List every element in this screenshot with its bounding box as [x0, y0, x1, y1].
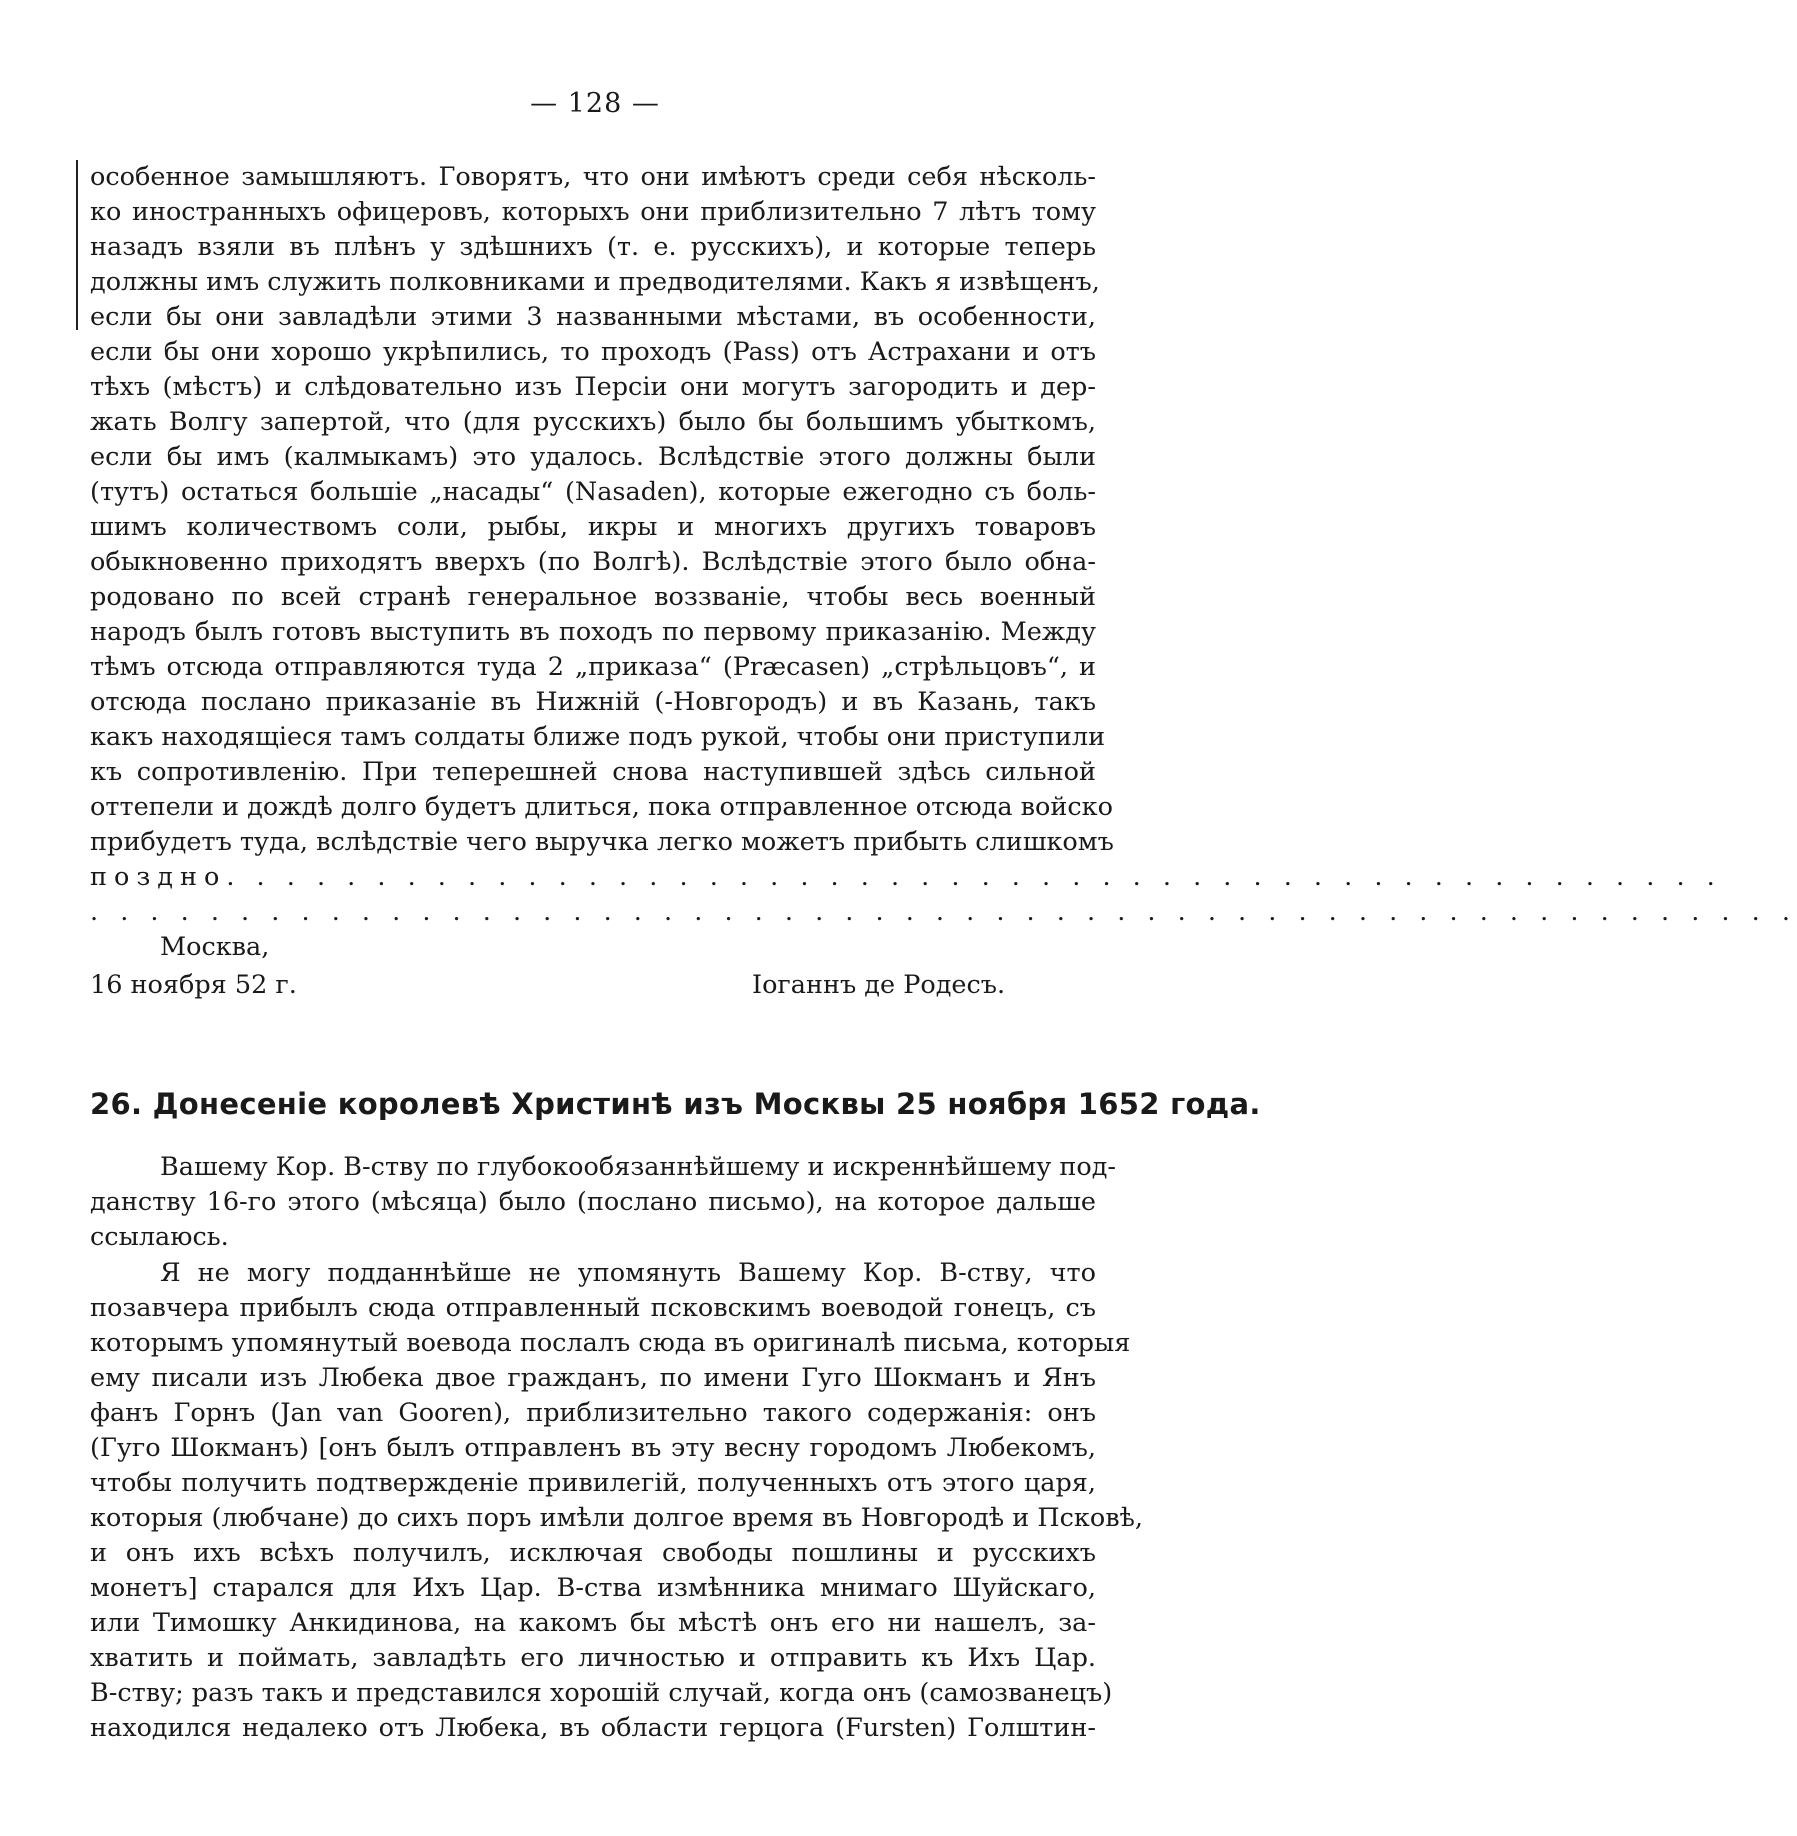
text-line: (тутъ) остаться большіе „насады“ (Nasaden), которые ежегодно съ боль- — [90, 477, 1096, 507]
letter-2-paragraph-1 — [90, 1150, 1117, 1255]
text-line: монетъ] старался для Ихъ Цар. В-ства измѣнника мнимаго Шуйскаго, — [90, 1573, 1096, 1603]
text-line: родовано по всей странѣ генеральное воззваніе, чтобы весь военный — [90, 582, 1096, 612]
text-line: народъ былъ готовъ выступить въ походъ по первому приказанію. Между — [90, 617, 1096, 647]
section-heading: 26. Донесеніе королевѣ Христинѣ изъ Москвы 25 ноября 1652 года. — [90, 1087, 1261, 1121]
text-line: хватить и поймать, завладѣть его личностью и отправить къ Ихъ Цар. — [90, 1643, 1096, 1673]
text-line: шимъ количествомъ соли, рыбы, икры и многихъ другихъ товаровъ — [90, 512, 1096, 542]
text-line: Вашему Кор. В-ству по глубокообязаннѣйшему и искреннѣйшему под- — [160, 1152, 1117, 1182]
page-number: — 128 — — [530, 88, 660, 119]
text-line: оттепели и дождѣ долго будетъ длиться, пока отправленное отсюда войско — [90, 792, 1113, 822]
signature-place: Москва, — [160, 932, 270, 962]
text-line: тѣхъ (мѣстъ) и слѣдовательно изъ Персіи они могутъ загородить и дер- — [90, 372, 1096, 402]
letter-2-paragraph-2 — [90, 1256, 1144, 1746]
text-line: ссылаюсь. — [90, 1222, 229, 1252]
letter-1-body — [90, 160, 1797, 930]
text-line: которымъ упомянутый воевода послалъ сюда въ оригиналѣ письма, которыя — [90, 1328, 1131, 1358]
text-line: (Гуго Шокманъ) [онъ былъ отправленъ въ эту весну городомъ Любекомъ, — [90, 1433, 1096, 1463]
text-line: Я не могу подданнѣйше не упомянуть Вашему Кор. В-ству, что — [160, 1258, 1096, 1288]
final-word: поздно — [90, 862, 227, 892]
text-line-final — [90, 860, 1722, 895]
text-line: должны имъ служить полковниками и предводителями. Какъ я извѣщенъ, — [90, 267, 1100, 297]
signature-name: Іоганнъ де Родесъ. — [752, 970, 1006, 1000]
text-line: назадъ взяли въ плѣнъ у здѣшнихъ (т. е. русскихъ), и которые теперь — [90, 232, 1096, 262]
text-line: фанъ Горнъ (Jan van Gooren), приблизительно такого содержанія: онъ — [90, 1398, 1096, 1428]
text-line: жать Волгу запертой, что (для русскихъ) было бы большимъ убыткомъ, — [90, 407, 1096, 437]
text-line: В-ству; разъ такъ и представился хорошій случай, когда онъ (самозванецъ) — [90, 1678, 1113, 1708]
text-line: и онъ ихъ всѣхъ получилъ, исключая свободы пошлины и русскихъ — [90, 1538, 1096, 1568]
text-line: отсюда послано приказаніе въ Нижній (-Новгородъ) и въ Казань, такъ — [90, 687, 1096, 717]
text-line: прибудетъ туда, вслѣдствіе чего выручка легко можетъ прибыть слишкомъ — [90, 827, 1114, 857]
text-line: ко иностранныхъ офицеровъ, которыхъ они приблизительно 7 лѣтъ тому — [90, 197, 1096, 227]
text-line: которыя (любчане) до сихъ поръ имѣли долгое время въ Новгородѣ и Псковѣ, — [90, 1503, 1144, 1533]
text-line: позавчера прибылъ сюда отправленный псковскимъ воеводой гонецъ, съ — [90, 1293, 1096, 1323]
text-line: если бы они завладѣли этими 3 названными мѣстами, въ особенности, — [90, 302, 1096, 332]
text-line: къ сопротивленію. При теперешней снова наступившей здѣсь сильной — [90, 757, 1096, 787]
text-line: находился недалеко отъ Любека, въ области герцога (Fursten) Голштин- — [90, 1713, 1096, 1743]
ellipsis-line: . . . . . . . . . . . . . . . . . . . . . . . . . . . . . . . . . . . . . . . . . . . . . . . . . . . . . . . . . — [90, 897, 1797, 927]
text-line: ему писали изъ Любека двое гражданъ, по имени Гуго Шокманъ и Янъ — [90, 1363, 1096, 1393]
text-line: если бы они хорошо укрѣпились, то проходъ (Pass) отъ Астрахани и отъ — [90, 337, 1096, 367]
ellipsis-dots: . . . . . . . . . . . . . . . . . . . . . . . . . . . . . . . . . . . . . . . . . . . . . . . . . . — [226, 862, 1722, 892]
margin-rule — [76, 160, 78, 330]
text-line: чтобы получить подтвержденіе привилегій, полученныхъ отъ этого царя, — [90, 1468, 1096, 1498]
text-line: обыкновенно приходятъ вверхъ (по Волгѣ). Вслѣдствіе этого было обна- — [90, 547, 1096, 577]
signature-block — [90, 930, 1096, 1010]
signature-date: 16 ноября 52 г. — [90, 970, 297, 1000]
text-line: особенное замышляютъ. Говорятъ, что они имѣютъ среди себя нѣсколь- — [90, 162, 1096, 192]
text-line: тѣмъ отсюда отправляются туда 2 „приказа“ (Præcasen) „стрѣльцовъ“, и — [90, 652, 1096, 682]
text-line: данству 16-го этого (мѣсяца) было (послано письмо), на которое дальше — [90, 1187, 1096, 1217]
text-line: если бы имъ (калмыкамъ) это удалось. Вслѣдствіе этого должны были — [90, 442, 1096, 472]
text-line: или Тимошку Анкидинова, на какомъ бы мѣстѣ онъ его ни нашелъ, за- — [90, 1608, 1096, 1638]
text-line: какъ находящіеся тамъ солдаты ближе подъ рукой, чтобы они приступили — [90, 722, 1106, 752]
